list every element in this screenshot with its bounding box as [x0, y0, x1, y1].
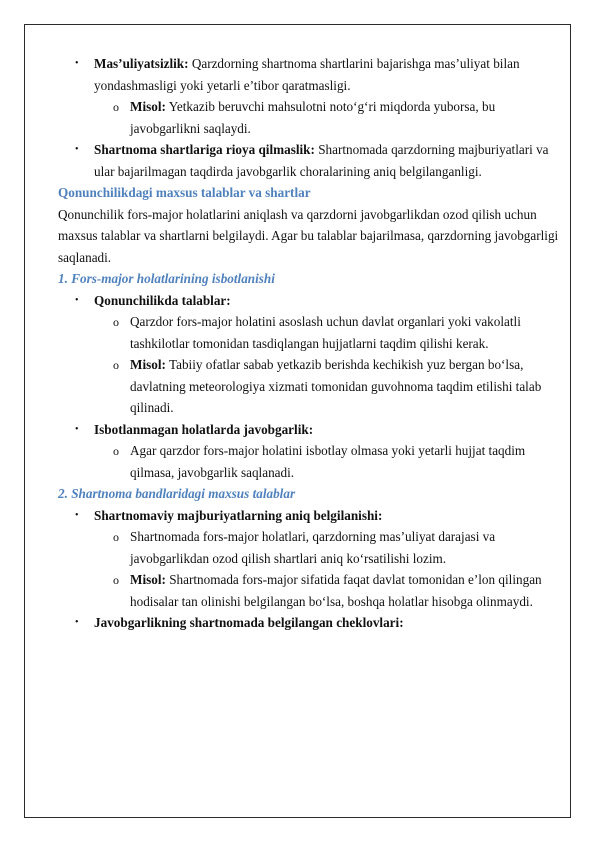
item-text: Yetkazib beruvchi mahsulotni noto‘g‘ri miqdorda yuborsa, bu javobgarlikni saqlaydi. — [130, 99, 496, 136]
list-item — [58, 53, 568, 96]
list-item — [58, 290, 568, 312]
page-frame — [24, 24, 571, 818]
item-label: Isbotlanmagan holatlarda javobgarlik: — [94, 421, 314, 437]
block-text: 2. Shartnoma bandlaridagi maxsus talablar — [58, 486, 296, 501]
circle-bullet-icon: o — [113, 573, 119, 587]
block-text: Qonunchilikdagi maxsus talablar va shartlar — [58, 185, 311, 200]
item-label: Misol: — [130, 99, 166, 114]
list-item — [58, 419, 568, 441]
item-text: Qarzdorning shartnoma shartlarini bajarishga mas’uliyat bilan yondashmasligi yoki yetarli e’tibor qaratmasligi. — [94, 56, 520, 93]
item-text: Agar qarzdor fors-major holatini isbotlay olmasa yoki yetarli hujjat taqdim qilmasa, javobgarlik saqlanadi. — [130, 443, 526, 480]
sub-list-item — [58, 569, 568, 612]
circle-bullet-icon: o — [113, 100, 119, 114]
list-item — [58, 612, 568, 634]
bullet-icon: • — [75, 617, 79, 628]
item-label: Shartnomaviy majburiyatlarning aniq belgilanishi: — [94, 507, 383, 523]
document-body — [58, 53, 568, 634]
bullet-icon: • — [75, 294, 79, 306]
paragraph — [58, 204, 568, 269]
section-heading — [58, 182, 568, 204]
block-text: Qonunchilik fors-major holatlarini aniqlash va qarzdorni javobgarlikdan ozod qilish uchun maxsus talablar va shartlarni belgilaydi. Agar bu talablar bajarilmasa, qarzdorning javobgarligi saqlanadi. — [58, 206, 559, 265]
circle-bullet-icon: o — [113, 530, 119, 544]
block-text: 1. Fors-major holatlarining isbotlanishi — [58, 271, 275, 286]
subsection-heading — [58, 483, 568, 505]
item-label: Javobgarlikning shartnomada belgilangan cheklovlari: — [94, 615, 404, 630]
subsection-heading — [58, 268, 568, 290]
bullet-icon: • — [75, 509, 79, 521]
item-text: Shartnomada qarzdorning majburiyatlari va ular bajarilmagan taqdirda javobgarlik choralarining aniq belgilanganligi. — [94, 142, 549, 179]
circle-bullet-icon: o — [113, 358, 119, 372]
bullet-icon: • — [75, 144, 79, 155]
item-label: Qonunchilikda talablar: — [94, 292, 231, 308]
sub-list-item — [58, 96, 568, 139]
item-label: Mas’uliyatsizlik: — [94, 56, 189, 71]
circle-bullet-icon: o — [113, 315, 119, 329]
item-text: Qarzdor fors-major holatini asoslash uchun davlat organlari yoki vakolatli tashkilotlar tomonidan tasdiqlangan hujjatlarni taqdim qilishi kerak. — [130, 314, 521, 351]
list-item — [58, 139, 568, 182]
item-label: Shartnoma shartlariga rioya qilmaslik: — [94, 142, 315, 157]
item-text: Tabiiy ofatlar sabab yetkazib berishda kechikish yuz bergan bo‘lsa, davlatning meteorologiya xizmati tomonidan guvohnoma taqdim etilishi talab qilinadi. — [130, 357, 542, 415]
sub-list-item — [58, 440, 568, 483]
bullet-icon: • — [75, 423, 79, 435]
item-text: Shartnomada fors-major holatlari, qarzdorning mas’uliyat darajasi va javobgarlikdan ozod qilish shartlari aniq ko‘rsatilishi lozim. — [130, 529, 496, 566]
item-label: Misol: — [130, 572, 166, 587]
sub-list-item — [58, 526, 568, 569]
list-item — [58, 505, 568, 527]
sub-list-item — [58, 311, 568, 354]
item-label: Misol: — [130, 357, 166, 372]
bullet-icon: • — [75, 58, 79, 69]
sub-list-item — [58, 354, 568, 419]
circle-bullet-icon: o — [113, 444, 119, 458]
item-text: Shartnomada fors-major sifatida faqat davlat tomonidan e’lon qilingan hodisalar tan olinishi belgilangan bo‘lsa, boshqa holatlar hisobga olinmaydi. — [130, 572, 542, 609]
